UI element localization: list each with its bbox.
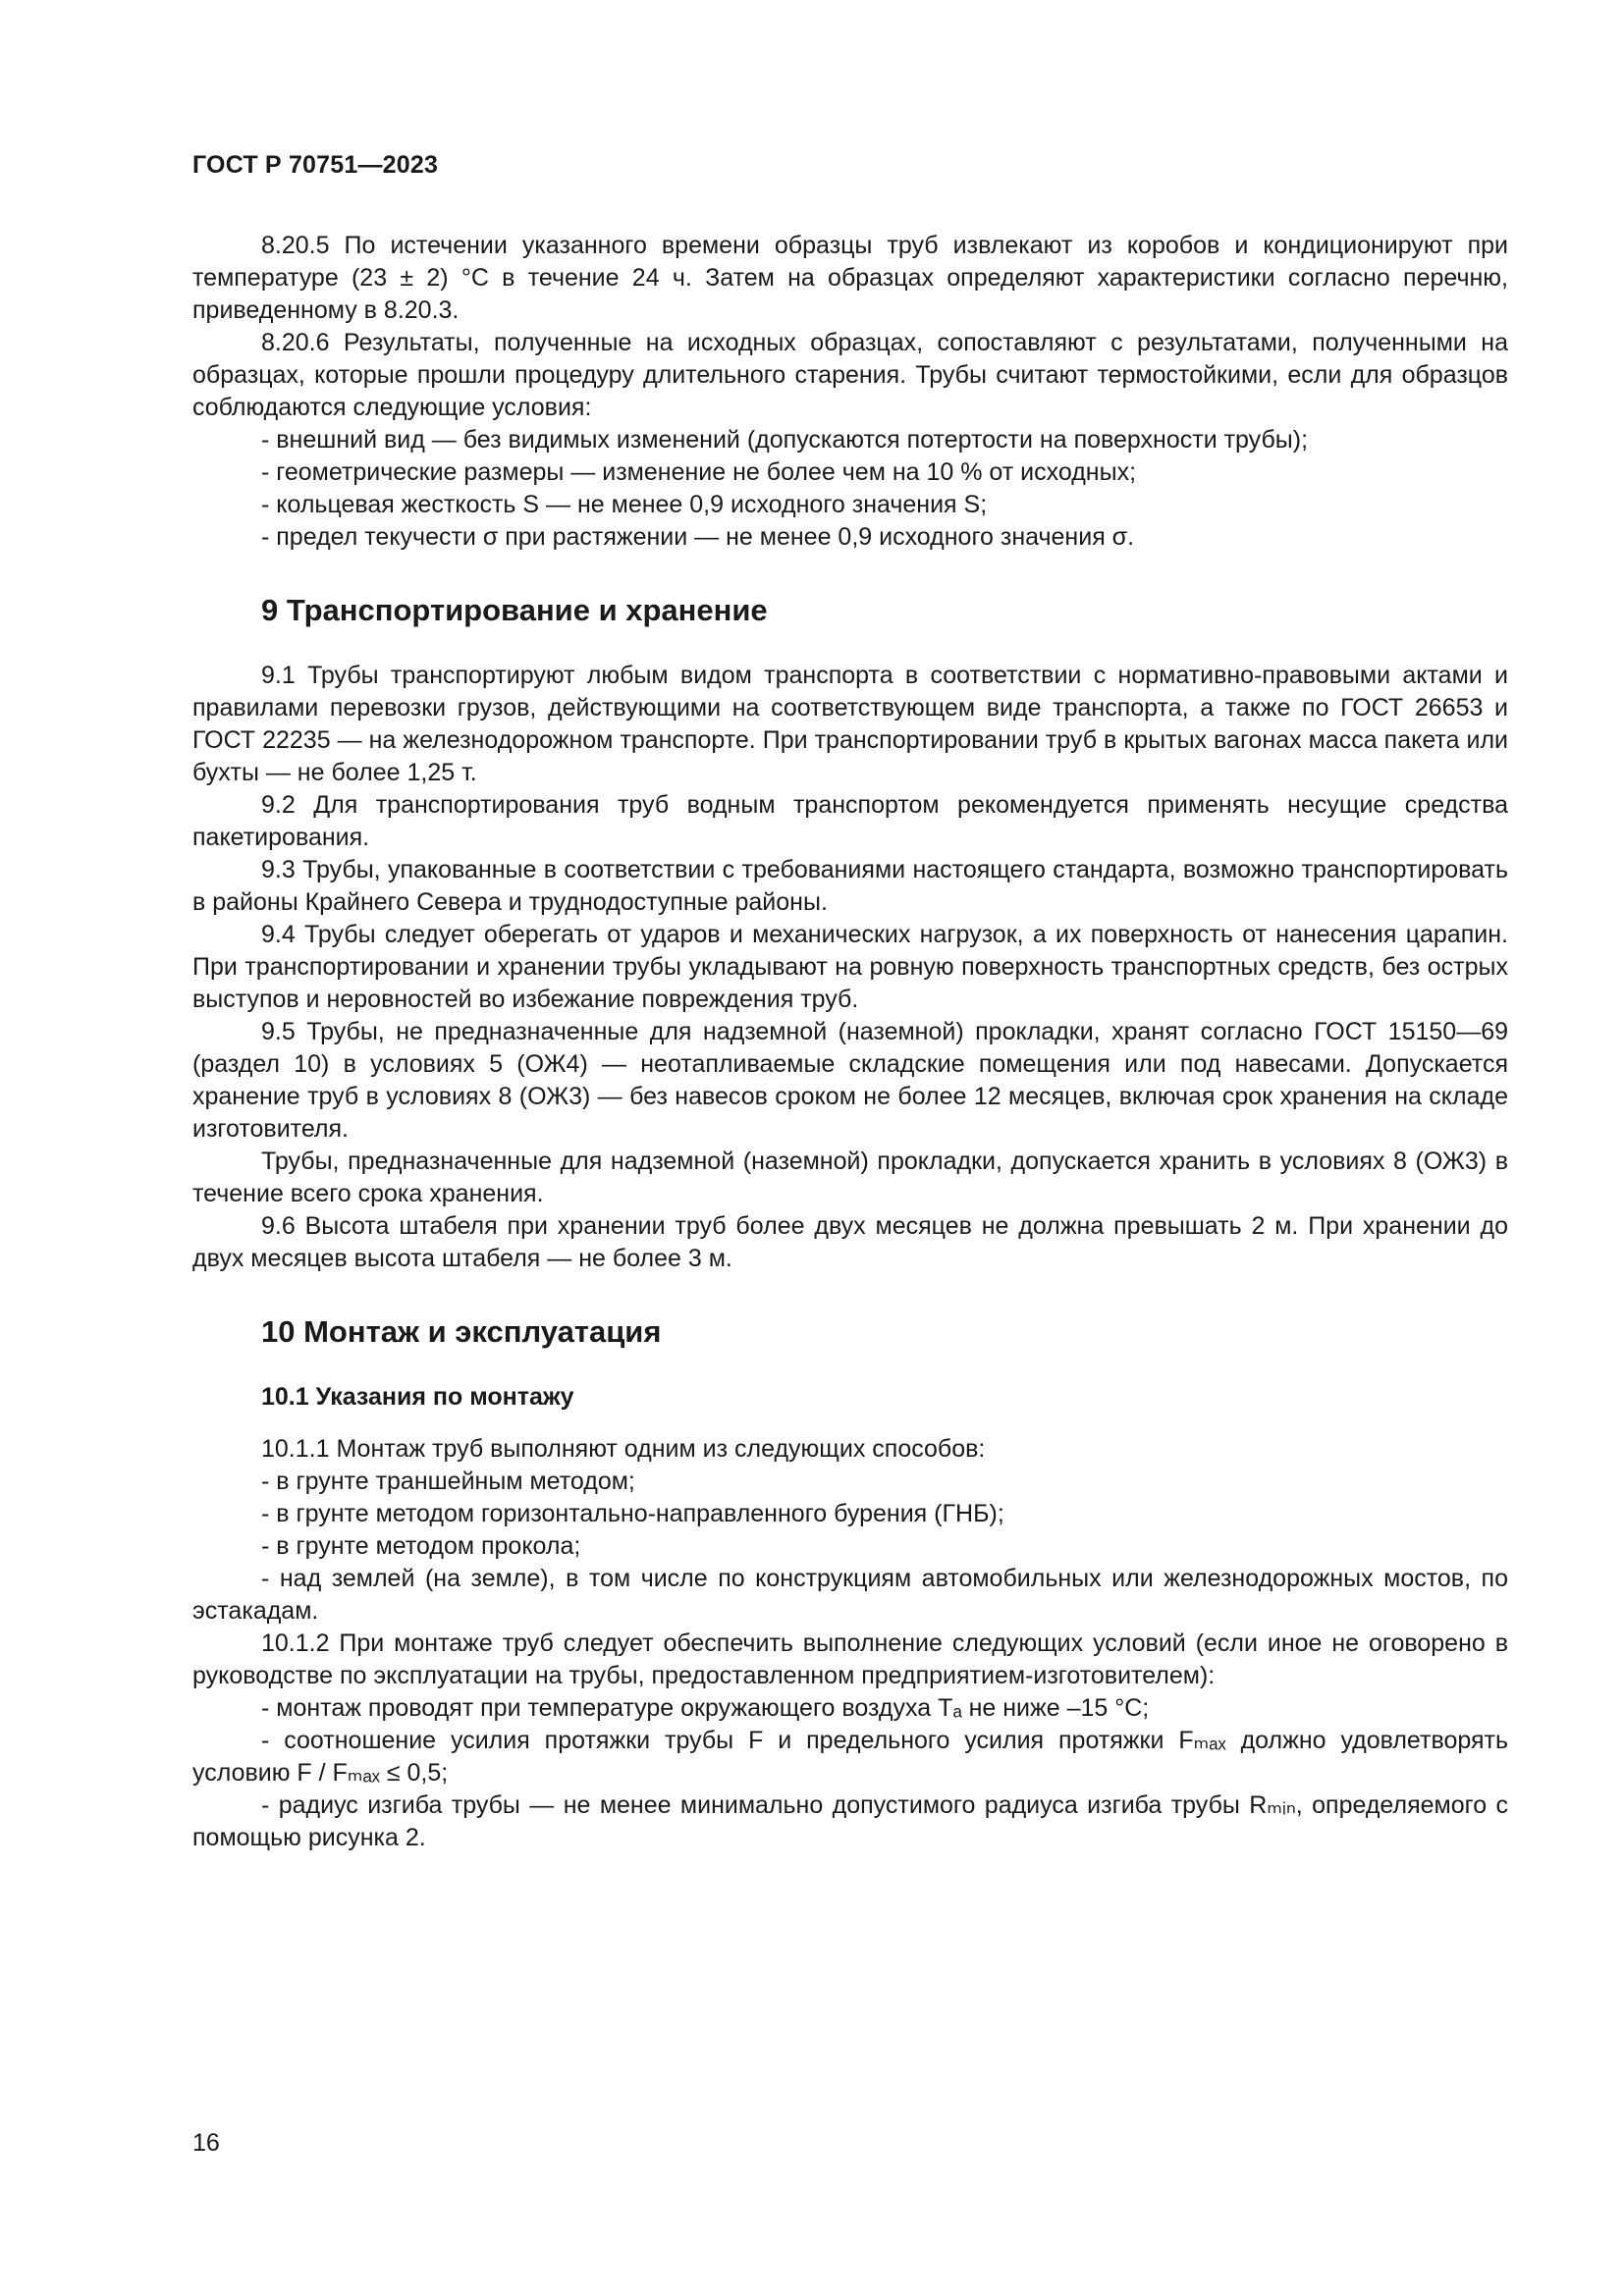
paragraph-9-5-continued: Трубы, предназначенные для надземной (наземной) прокладки, допускается хранить в условиях 8 (ОЖ3) в течение всего срока хранения. [192,1148,1508,1207]
document-header: ГОСТ Р 70751—2023 [192,151,439,179]
list-item: - в грунте методом горизонтально-направленного бурения (ГНБ); [261,1500,1004,1527]
list-item: - над землей (на земле), в том числе по конструкциям автомобильных или железнодорожных мостов, по эстакадам. [192,1565,1508,1625]
section-heading-9: 9 Транспортирование и хранение [261,593,768,627]
paragraph-9-4: 9.4 Трубы следует оберегать от ударов и механических нагрузок, а их поверхность от нанесения царапин. При транспортировании и хранении трубы укладывают на ровную поверхность транспортных средств, без острых выступов и неровностей во избежание повреждения труб. [192,921,1508,1013]
subsection-heading-10-1: 10.1 Указания по монтажу [261,1383,574,1411]
list-item: - кольцевая жесткость S — не менее 0,9 исходного значения S; [261,491,988,518]
list-item: - соотношение усилия протяжки трубы F и предельного усилия протяжки Fₘₐₓ должно удовлетворять условию F / Fₘₐₓ ≤ 0,5; [192,1727,1508,1787]
paragraph-8-20-6: 8.20.6 Результаты, полученные на исходных образцах, сопоставляют с результатами, полученными на образцах, которые прошли процедуру длительного старения. Трубы считают термостойкими, если для образцов соблюдаются следующие условия: [192,329,1508,421]
paragraph-9-2: 9.2 Для транспортирования труб водным транспортом рекомендуется применять несущие средства пакетирования. [192,791,1508,851]
list-item: - в грунте методом прокола; [261,1532,581,1560]
paragraph-9-1: 9.1 Трубы транспортируют любым видом транспорта в соответствии с нормативно-правовыми актами и правилами перевозки грузов, действующими на соответствующем виде транспорта, а также по ГОСТ 26653 и ГОСТ 22235 — на железнодорожном транспорте. При транспортировании труб в крытых вагонах масса пакета или бухты — не более 1,25 т. [192,662,1508,786]
paragraph-10-1-1: 10.1.1 Монтаж труб выполняют одним из следующих способов: [261,1435,986,1463]
list-item: - геометрические размеры — изменение не более чем на 10 % от исходных; [261,458,1137,486]
paragraph-9-3: 9.3 Трубы, упакованные в соответствии с требованиями настоящего стандарта, возможно транспортировать в районы Крайнего Севера и труднодоступные районы. [192,856,1508,916]
list-item: - монтаж проводят при температуре окружающего воздуха Tₐ не ниже –15 °С; [261,1694,1150,1722]
paragraph-8-20-5: 8.20.5 По истечении указанного времени образцы труб извлекают из коробов и кондиционируют при температуре (23 ± 2) °С в течение 24 ч. Затем на образцах определяют характеристики согласно перечню, приведенному в 8.20.3. [192,232,1508,324]
paragraph-9-6: 9.6 Высота штабеля при хранении труб более двух месяцев не должна превышать 2 м. При хранении до двух месяцев высота штабеля — не более 3 м. [192,1212,1508,1272]
list-item: - радиус изгиба трубы — не менее минимально допустимого радиуса изгиба трубы Rₘᵢₙ, определяемого с помощью рисунка 2. [192,1791,1508,1851]
document-page [192,147,1508,1854]
paragraph-9-5: 9.5 Трубы, не предназначенные для надземной (наземной) прокладки, хранят согласно ГОСТ 15150—69 (раздел 10) в условиях 5 (ОЖ4) — неотапливаемые складские помещения или под навесами. Допускается хранение труб в условиях 8 (ОЖ3) — без навесов сроком не более 12 месяцев, включая срок хранения на складе изготовителя. [192,1018,1508,1143]
page-number: 16 [192,2129,220,2157]
list-item: - в грунте траншейным методом; [261,1468,635,1495]
paragraph-10-1-2: 10.1.2 При монтаже труб следует обеспечить выполнение следующих условий (если иное не оговорено в руководстве по эксплуатации на трубы, предоставленном предприятием-изготовителем): [192,1629,1508,1689]
list-item: - внешний вид — без видимых изменений (допускаются потертости на поверхности трубы); [261,426,1309,454]
list-item: - предел текучести σ при растяжении — не менее 0,9 исходного значения σ. [261,523,1135,551]
section-heading-10: 10 Монтаж и эксплуатация [261,1314,662,1349]
